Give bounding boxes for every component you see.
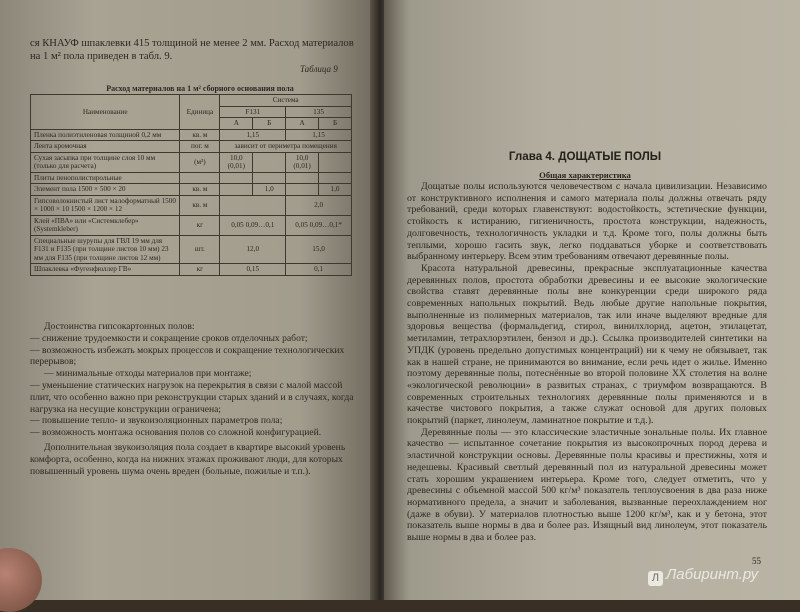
labirint-logo-icon: Л (648, 571, 663, 586)
table-row (31, 184, 352, 196)
table-row (31, 141, 352, 153)
row-f131 (220, 172, 253, 184)
row-unit: кг (180, 215, 220, 235)
row-f135: 1,15 (286, 129, 352, 141)
chapter-title: Глава 4. ДОЩАТЫЕ ПОЛЫ (508, 150, 662, 163)
row-name: Специальные шурупы для ГВЛ 19 мм для F131 и F135 (при толщине листов 10 мм) 23 мм для F135 (при толщине листов 12 мм) (31, 235, 180, 264)
bullet-item: — возможность монтажа основания полов со сложной конфигурацией. (30, 427, 322, 439)
bullet-item: — возможность избежать мокрых процессов и сокращение технологических перерывов; (30, 344, 345, 368)
section-title: Общая характеристика (539, 170, 631, 180)
advantages-section (30, 321, 355, 477)
header-a: А (220, 118, 253, 130)
row-name: Лента кромочная (31, 141, 180, 153)
row-f135: 2,0 (286, 195, 352, 215)
page-number: 55 (752, 556, 761, 566)
intro-text: ся КНАУФ шпаклевки 415 толщиной не менее 2 мм. Расход материалов на 1 м² пола приведен в табл. 9. (30, 38, 354, 62)
chapter-body (407, 181, 767, 544)
watermark (648, 566, 758, 586)
table-row (31, 172, 352, 184)
watermark-text: Лабиринт.ру (666, 566, 759, 583)
table-row (31, 129, 352, 141)
header-a: А (286, 118, 319, 130)
row-f135-a (286, 184, 319, 196)
row-unit: кв. м (180, 129, 220, 141)
table-row (31, 264, 352, 276)
table-header-row (31, 95, 352, 107)
table-caption: Расход материалов на 1 м² сборного основания пола (106, 84, 294, 93)
paragraph: Красота натуральной древесины, прекрасные эксплуатационные качества деревянных полов, простота обработки древесины и ее высокие экологические свойства ставят деревянные полы вне конкуренции среди широкого ряда современных напольных покрытий. Ведь любые другие напольные покрытия, выполненные из полимерных материалов, так или иначе выделяют вредные для здоровья вещества (формальдегид, стирол, винилхлорид, ацетон, этилацетат, метиламин, тетрахлорэтилен, бензол и др.). Ссылка производителей синтетики на УПДК (уровень предельно допустимых концентраций) ни к чему не обязывает, так как в нашей стране, не принимаются во внимание, если речь идет о жилье. Именно поэтому деревянные полы, потеснённые во второй половине XX столетия на волне «экологической революции» в развитых странах, с триумфом возвращаются. В современных строительных технологиях деревянные полы применяются и в качестве чистового покрытия, а также служат основой для других половых покрытий (паркет, линолеум, ламинатное покрытие и т.д.). (407, 262, 767, 427)
closing-paragraph: Дополнительная звукоизоляция пола создает в квартире высокий уровень комфорта, особенно, когда на нижних этажах проживают люди, для которых повышенный уровень шума очень вреден (больные, пожилые и т.п.). (30, 441, 346, 477)
row-name: Шпаклевка «Фугенфюллер ГВ» (31, 264, 180, 276)
row-name: Сухая засыпка при толщине слоя 10 мм (только для расчета) (31, 152, 180, 172)
row-name: Гипсоволокнистый лист малоформатный 1500 × 1000 × 10 1500 × 1200 × 12 (31, 195, 180, 215)
row-f135: 0,1 (286, 264, 352, 276)
table-number: Таблица 9 (300, 64, 338, 74)
row-f131-b (253, 152, 286, 172)
row-unit (180, 172, 220, 184)
header-f135: 135 (286, 106, 352, 118)
row-f131: 12,0 (220, 235, 286, 264)
table-row (31, 152, 352, 172)
row-f135-b: 1,0 (319, 184, 352, 196)
left-page (0, 0, 375, 600)
table-row (31, 235, 352, 264)
header-system: Система (220, 95, 352, 107)
paragraph: Деревянные полы — это классические эластичные зональные полы. Их главное качество — испытанное сочетание покрытия из высокопрочных пород дерева и эластичной конструкции основы. Деревянные полы красивы и престижны, хотя и недешевы. Красивый светлый деревянный пол из натуральной древесины может стать хорошим украшением интерьера. Кроме того, следует отметить, что у древесины с объемной массой 500 кг/м³ показатель теплоусвоения в два раза ниже нормативного предела, а значит и заболевания, вызванные переохлаждением ног (даже в обуви). У материалов плотностью выше 1200 кг/м³, как и у бетона, этот показатель выше нормы в два и более раз. Изящный вид линолеум, этот показатель выше нормы в два и более раз. (407, 426, 767, 544)
row-f135: 0,05 0,09…0,1* (286, 215, 352, 235)
row-f131: 0,15 (220, 264, 286, 276)
advantages-title: Достоинства гипсокартонных полов: (44, 321, 195, 332)
row-f131: 1,0 (253, 184, 286, 196)
row-f131-a (220, 184, 253, 196)
header-f131: F131 (220, 106, 286, 118)
row-f131: 0,05 0,09…0,1 (220, 215, 286, 235)
row-f135-b (319, 152, 352, 172)
row-name: Плиты пенополистирольные (31, 172, 180, 184)
bullet-item: — повышение тепло- и звукоизоляционных параметров пола; (30, 415, 283, 427)
row-f135: 10,0 (0,01) (286, 152, 319, 172)
row-f135: зависит от периметра помещения (220, 141, 352, 153)
row-unit: кв. м (180, 195, 220, 215)
header-b: Б (319, 118, 352, 130)
row-name: Клей «ПВА» или «Системклебер» (Systemkleber) (31, 215, 180, 235)
row-f135-b (319, 172, 352, 184)
row-f131 (220, 195, 286, 215)
bullet-item: — уменьшение статических нагрузок на перекрытия в связи с малой массой плит, что особенно важно при реконструкции старых зданий и в случаях, когда нагрузка на несущие конструкции ограничена; (30, 379, 354, 415)
bullet-item: — минимальные отходы материалов при монтаже; (44, 368, 252, 380)
paragraph: Дощатые полы используются человечеством с начала цивилизации. Независимо от конструктивного исполнения и самого материала полы должны отвечать ряду требований, среди которых главенствуют: водостойкость, эстетические функции, стойкость к истиранию, гигиеничность, простота конструкции, надежность, долговечность, технологичность укладки и т.д. Кроме того, полы должны быть теплыми, хорошо гасить звук, легко поддаваться уборке и соответствовать выбранному интерьеру. Всем этим требованиям отвечают деревянные полы. (407, 181, 767, 263)
materials-table (30, 94, 352, 276)
row-f135: 15,0 (286, 235, 352, 264)
bullet-item: — снижение трудоемкости и сокращение сроков отделочных работ; (30, 332, 308, 344)
row-f131-b (253, 172, 286, 184)
table-row (31, 195, 352, 215)
row-unit: пог. м (180, 141, 220, 153)
row-f135 (286, 172, 319, 184)
row-unit: (м³) (180, 152, 220, 172)
row-unit: шт. (180, 235, 220, 264)
row-f131: 10,0 (0,01) (220, 152, 253, 172)
header-b: Б (253, 118, 286, 130)
row-name: Пленка полиэтиленовая толщиной 0,2 мм (31, 129, 180, 141)
row-name: Элемент пола 1500 × 500 × 20 (31, 184, 180, 196)
row-f131: 1,15 (220, 129, 286, 141)
row-unit: кв. м (180, 184, 220, 196)
header-name: Наименование (31, 95, 180, 130)
header-unit: Единица (180, 95, 220, 130)
table-row (31, 215, 352, 235)
row-unit: кг (180, 264, 220, 276)
